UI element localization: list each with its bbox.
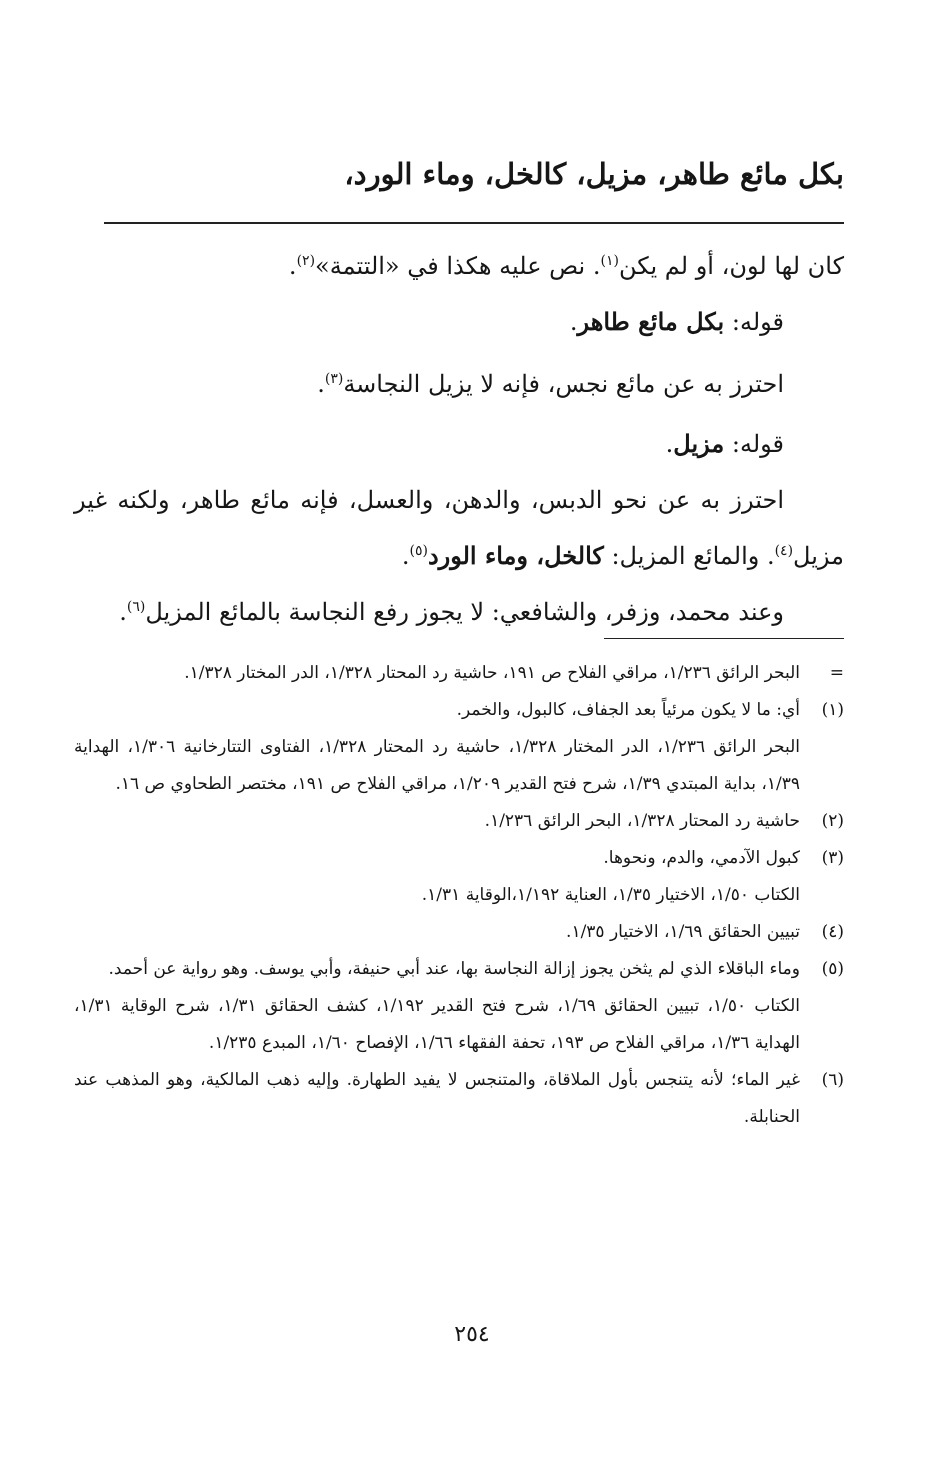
paragraph-6: وعند محمد، وزفر، والشافعي: لا يجوز رفع النجاسة بالمائع المزيل$^{(٦)}$. bbox=[119, 598, 784, 626]
footnote-marker: (٤) bbox=[821, 922, 844, 942]
footnote-6: (٦) غير الماء؛ لأنه يتنجس بأول الملاقاة، والمتنجس لا يفيد الطهارة. وإليه ذهب المالكية، وهو المذهب عند الحنابلة. bbox=[74, 1062, 844, 1136]
footnote-marker: (٣) bbox=[821, 848, 844, 868]
footnotes bbox=[74, 655, 844, 1136]
footnote-marker: = bbox=[829, 663, 844, 683]
footnote-ref-4: (٤) bbox=[774, 543, 794, 559]
footnote-marker: (٥) bbox=[821, 959, 844, 979]
paragraph-2: قوله: بكل مائع طاهر. bbox=[569, 307, 784, 336]
paragraph-1: كان لها لون، أو لم يكن$^{(١)}$. نص عليه هكذا في «التتمة»$^{(٢)}$. bbox=[288, 252, 844, 280]
footnote-5: (٥) وماء الباقلاء الذي لم يثخن يجوز إزالة النجاسة بها، عند أبي حنيفة، وأبي يوسف. وهو رواية عن أحمد. الكتاب ١/٥٠، تبيين الحقائق ١/٦٩، شرح فتح القدير ١/١٩٢، كشف الحقائق ١/٣١، شرح الوقاية ١/٣١، الهداية ١/٣٦، مراقي الفلاح ص ١٩٣، تحفة الفقهاء ١/٦٦، الإفصاح ١/٦٠، المبدع ١/٢٣٥. bbox=[74, 951, 844, 1062]
footnote-1: (١) أي: ما لا يكون مرئياً بعد الجفاف، كالبول، والخمر. البحر الرائق ١/٢٣٦، الدر المختار ١/٣٢٨، حاشية رد المحتار ١/٣٢٨، الفتاوى التتارخانية ١/٣٠٦، الهداية ١/٣٩، بداية المبتدي ١/٣٩، شرح فتح القدير ١/٢٠٩، مراقي الفلاح ص ١٩١، مختصر الطحاوي ص ١٦. bbox=[74, 692, 844, 803]
footnote-2: (٢) حاشية رد المحتار ١/٣٢٨، البحر الرائق ١/٢٣٦. bbox=[74, 803, 844, 840]
footnote-ref-2: (٢) bbox=[296, 253, 316, 269]
running-header: بكل مائع طاهر، مزيل، كالخل، وماء الورد، bbox=[344, 157, 844, 191]
footnote-ref-1: (١) bbox=[600, 253, 619, 269]
header-divider bbox=[104, 222, 844, 224]
paragraph-4: قوله: مزيل. bbox=[665, 429, 784, 458]
main-text bbox=[74, 238, 844, 640]
footnote-marker: (٢) bbox=[821, 811, 844, 831]
paragraph-5: احترز به عن نحو الدبس، والدهن، والعسل، فإنه مائع طاهر، ولكنه غير مزيل$^{(٤)}$. والمائع المزيل: كالخل، وماء الورد$^{(٥)}$. bbox=[74, 486, 844, 570]
footnote-3: (٣) كبول الآدمي، والدم، ونحوها. الكتاب ١/٥٠، الاختيار ١/٣٥، العناية ١/١٩٢،الوقاية ١/٣١. bbox=[74, 840, 844, 914]
paragraph-3: احترز به عن مائع نجس، فإنه لا يزيل النجاسة$^{(٣)}$. bbox=[317, 370, 784, 398]
footnote-ref-5: (٥) bbox=[409, 543, 428, 559]
footnote-divider bbox=[604, 638, 844, 639]
page-number: ٢٥٤ bbox=[454, 1322, 490, 1347]
footnote-marker: (٦) bbox=[821, 1070, 844, 1090]
footnote-4: (٤) تبيين الحقائق ١/٦٩، الاختيار ١/٣٥. bbox=[74, 914, 844, 951]
footnote-ref-6: (٦) bbox=[126, 599, 146, 615]
footnote-continued: = البحر الرائق ١/٢٣٦، مراقي الفلاح ص ١٩١، حاشية رد المحتار ١/٣٢٨، الدر المختار ١/٣٢٨. bbox=[74, 655, 844, 692]
footnote-ref-3: (٣) bbox=[324, 371, 344, 387]
footnote-marker: (١) bbox=[821, 700, 844, 720]
